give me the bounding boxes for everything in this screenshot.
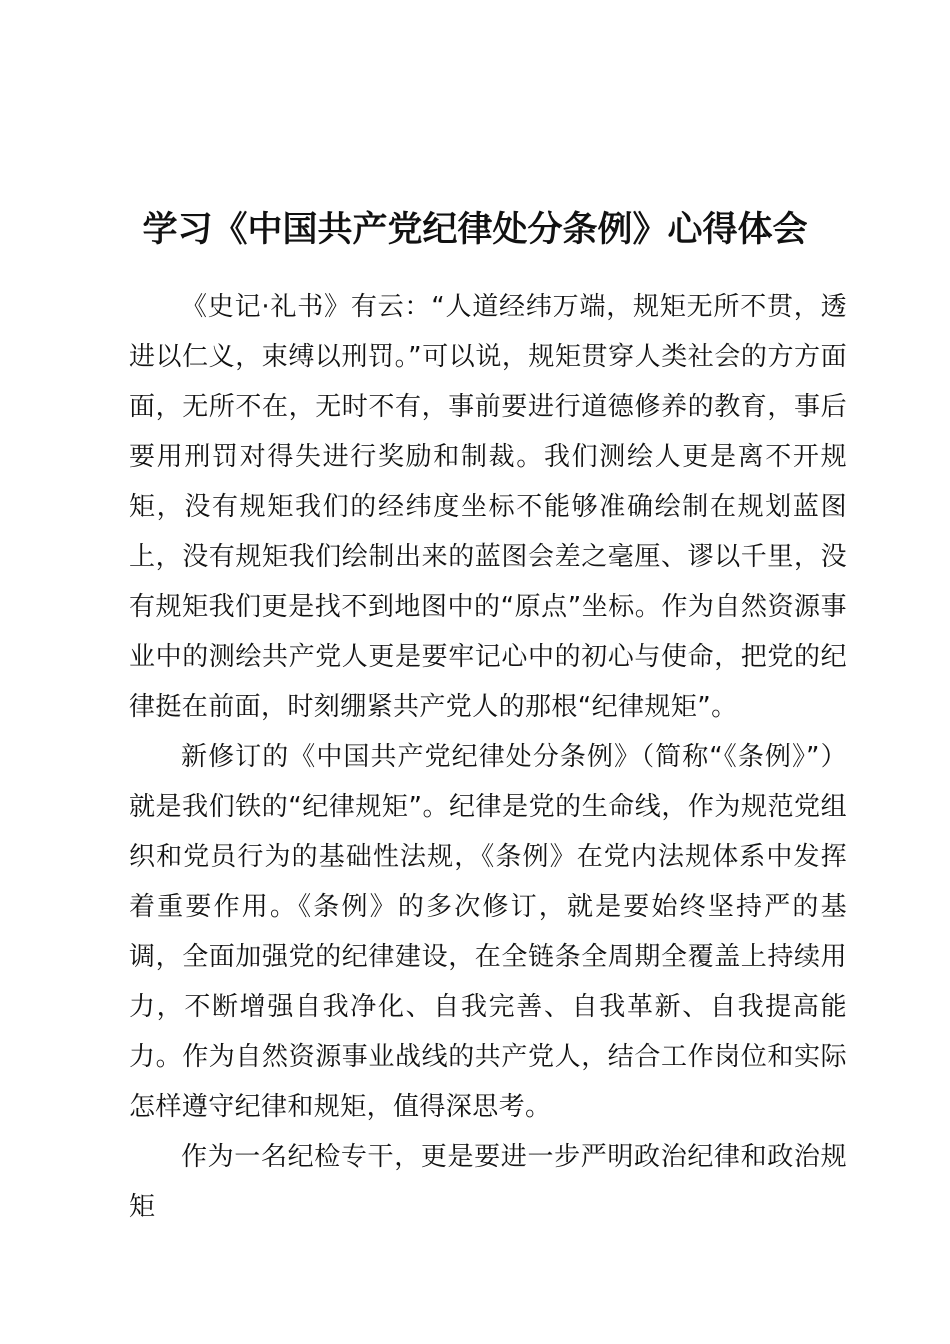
document-body [129, 282, 847, 1232]
document-title: 学习《中国共产党纪律处分条例》心得体会 [142, 210, 808, 250]
paragraph-1: 《史记·礼书》有云：“人道经纬万端，规矩无所不贯，透进以仁义，束缚以刑罚。”可以说，规矩贯穿人类社会的方方面面，无所不在，无时不有，事前要进行道德修养的教育，事后要用刑罚对得失进行奖励和制裁。我们测绘人更是离不开规矩，没有规矩我们的经纬度坐标不能够准确绘制在规划蓝图上，没有规矩我们绘制出来的蓝图会差之毫厘、谬以千里，没有规矩我们更是找不到地图中的“原点”坐标。作为自然资源事业中的测绘共产党人更是要牢记心中的初心与使命，把党的纪律挺在前面，时刻绷紧共产党人的那根“纪律规矩”。 [129, 292, 847, 722]
paragraph-3: 作为一名纪检专干，更是要进一步严明政治纪律和政治规矩 [129, 1142, 847, 1222]
paragraph-2: 新修订的《中国共产党纪律处分条例》（简称“《条例》”）就是我们铁的“纪律规矩”。纪律是党的生命线，作为规范党组织和党员行为的基础性法规，《条例》在党内法规体系中发挥着重要作用。《条例》的多次修订，就是要始终坚持严的基调，全面加强党的纪律建设，在全链条全周期全覆盖上持续用力，不断增强自我净化、自我完善、自我革新、自我提高能力。作为自然资源事业战线的共产党人，结合工作岗位和实际怎样遵守纪律和规矩，值得深思考。 [129, 742, 847, 1122]
